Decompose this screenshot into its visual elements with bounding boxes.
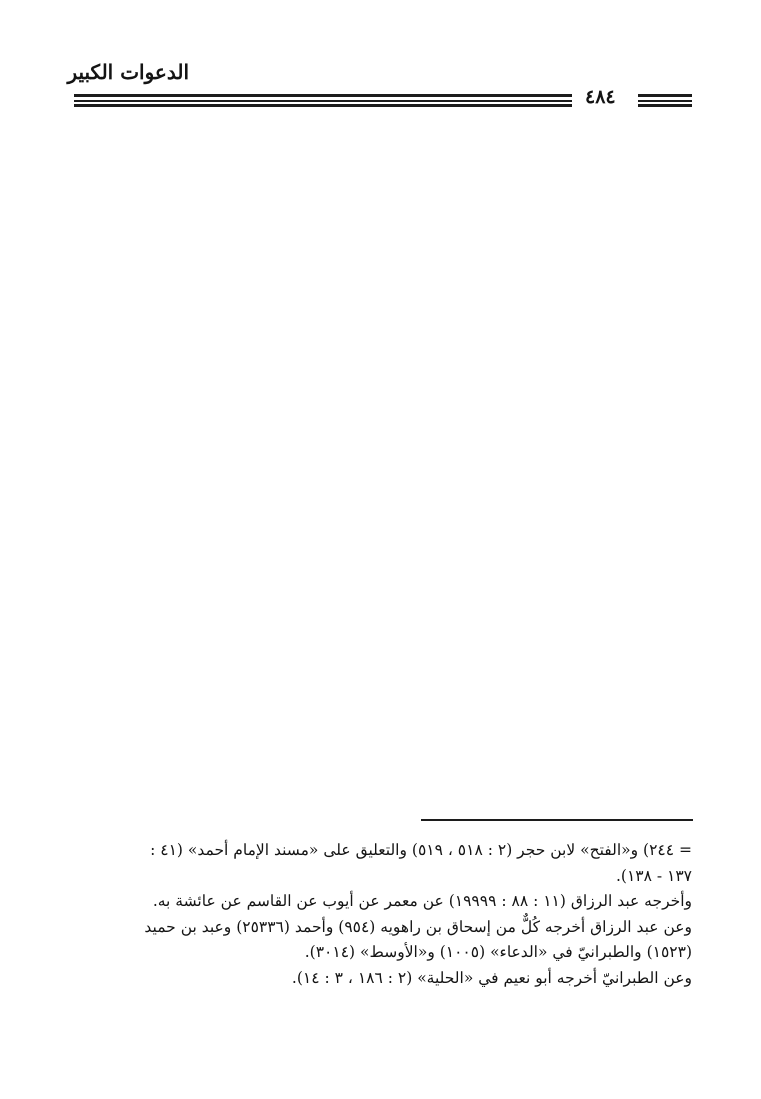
footnote-line: وأخرجه عبد الرزاق (١١ : ٨٨ : ١٩٩٩٩) عن معمر عن أيوب عن القاسم عن عائشة به. [152, 892, 692, 910]
page-number-rule [638, 94, 692, 108]
footnote-line: وعن عبد الرزاق أخرجه كُلٌّ من إسحاق بن راهويه (٩٥٤) وأحمد (٢٥٣٣٦) وعبد بن حميد [144, 917, 692, 936]
book-title: الدعوات الكبير [67, 60, 189, 84]
footnote-line: ١٣٧ - ١٣٨). [615, 866, 692, 885]
header-rule [74, 94, 572, 108]
footnote-line: (١٥٢٣) والطبرانيّ في «الدعاء» (١٠٠٥) و«الأوسط» (٣٠١٤). [304, 943, 692, 961]
footnote-separator [421, 819, 693, 821]
footnote-line: = ٢٤٤) و«الفتح» لابن حجر (٢ : ٥١٨ ، ٥١٩) والتعليق على «مسند الإمام أحمد» (٤١ : [150, 841, 692, 859]
footnote-line: وعن الطبرانيّ أخرجه أبو نعيم في «الحلية» (٢ : ١٨٦ ، ٣ : ١٤). [291, 968, 692, 987]
page-number: ٤٨٤ [585, 86, 616, 108]
page-header [0, 0, 761, 110]
footnotes [70, 838, 692, 991]
